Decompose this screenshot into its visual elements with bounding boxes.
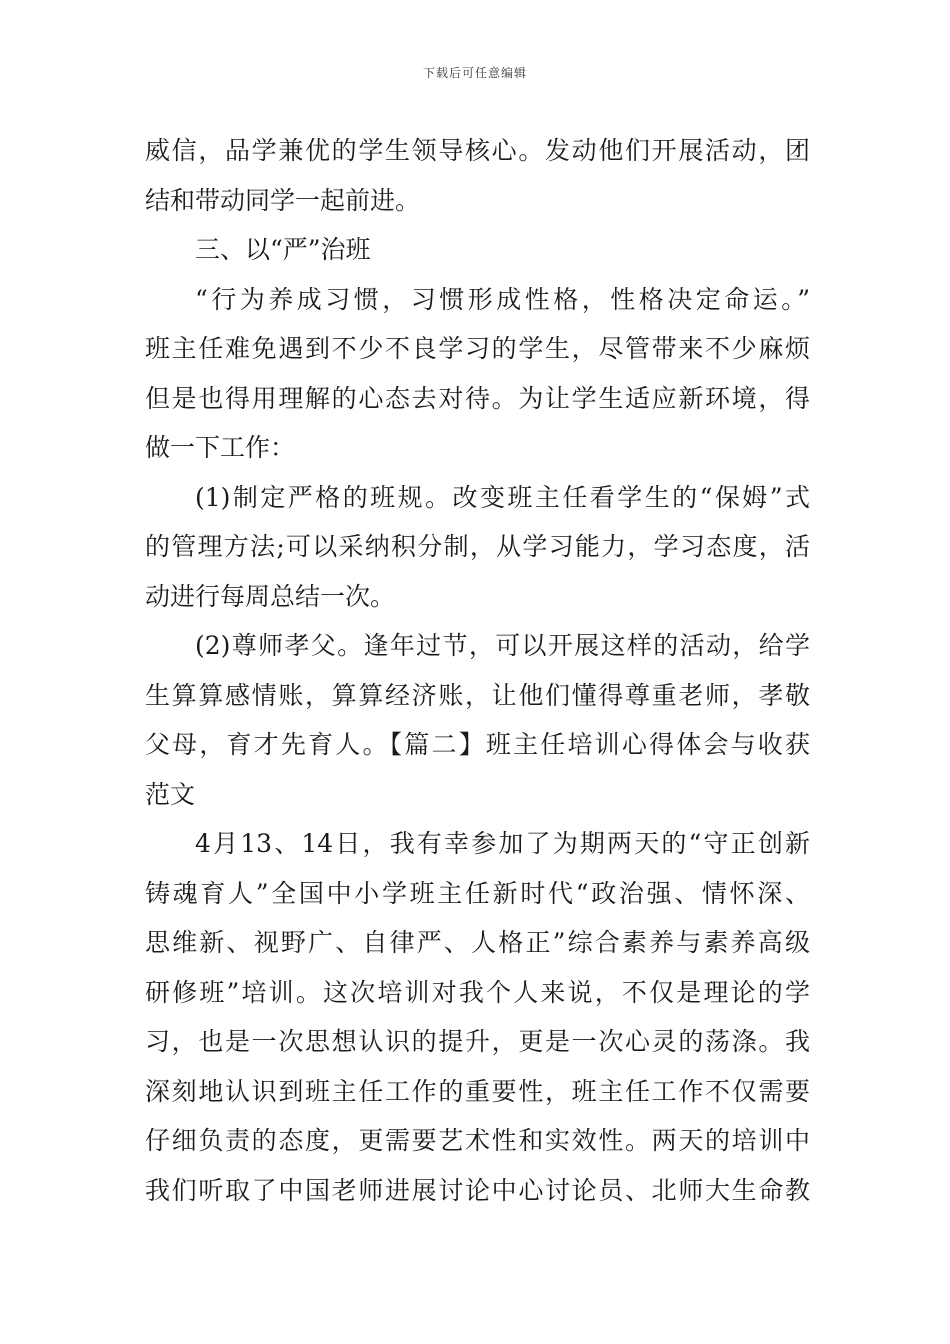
text-line: “行为养成习惯，习惯形成性格，性格决定命运。”	[195, 284, 810, 314]
text-line: 思维新、视野广、自律严、人格正”综合素养与素养高级	[145, 928, 810, 957]
text-line: 我们听取了中国老师进展讨论中心讨论员、北师大生命教	[145, 1175, 810, 1205]
page-header: 下载后可任意编辑	[422, 66, 527, 80]
text-line: 动进行每周总结一次。	[145, 581, 396, 611]
text-line: 研修班”培训。这次培训对我个人来说，不仅是理论的学	[145, 977, 810, 1007]
text-line: 习，也是一次思想认识的提升，更是一次心灵的荡涤。我	[145, 1027, 810, 1056]
text-line: 铸魂育人”全国中小学班主任新时代“政治强、情怀深、	[145, 878, 810, 908]
text-line: 生算算感情账，算算经济账，让他们懂得尊重老师，孝敬	[145, 680, 810, 710]
text-line: 范文	[145, 779, 196, 809]
text-line: 班主任难免遇到不少不良学习的学生，尽管带来不少麻烦	[145, 334, 810, 363]
text-line: (2)尊师孝父。逢年过节，可以开展这样的活动，给学	[195, 631, 810, 660]
text-line: (1)制定严格的班规。改变班主任看学生的“保姆”式	[195, 482, 810, 512]
text-line: 的管理方法;可以采纳积分制，从学习能力，学习态度，活	[145, 532, 810, 561]
text-line: 深刻地认识到班主任工作的重要性，班主任工作不仅需要	[145, 1076, 810, 1106]
text-line: 仔细负责的态度，更需要艺术性和实效性。两天的培训中	[145, 1126, 810, 1155]
text-line: 威信，品学兼优的学生领导核心。发动他们开展活动，团	[145, 136, 810, 165]
text-line: 做一下工作：	[145, 433, 296, 462]
text-line: 三、以“严”治班	[195, 235, 371, 264]
text-line: 父母，育才先育人。【篇二】班主任培训心得体会与收获	[145, 730, 810, 759]
text-line: 但是也得用理解的心态去对待。为让学生适应新环境，得	[145, 383, 810, 413]
text-line: 4月13、14日，我有幸参加了为期两天的“守正创新	[195, 829, 810, 858]
text-line: 结和带动同学一起前进。	[145, 185, 421, 215]
document-body	[145, 126, 810, 1215]
